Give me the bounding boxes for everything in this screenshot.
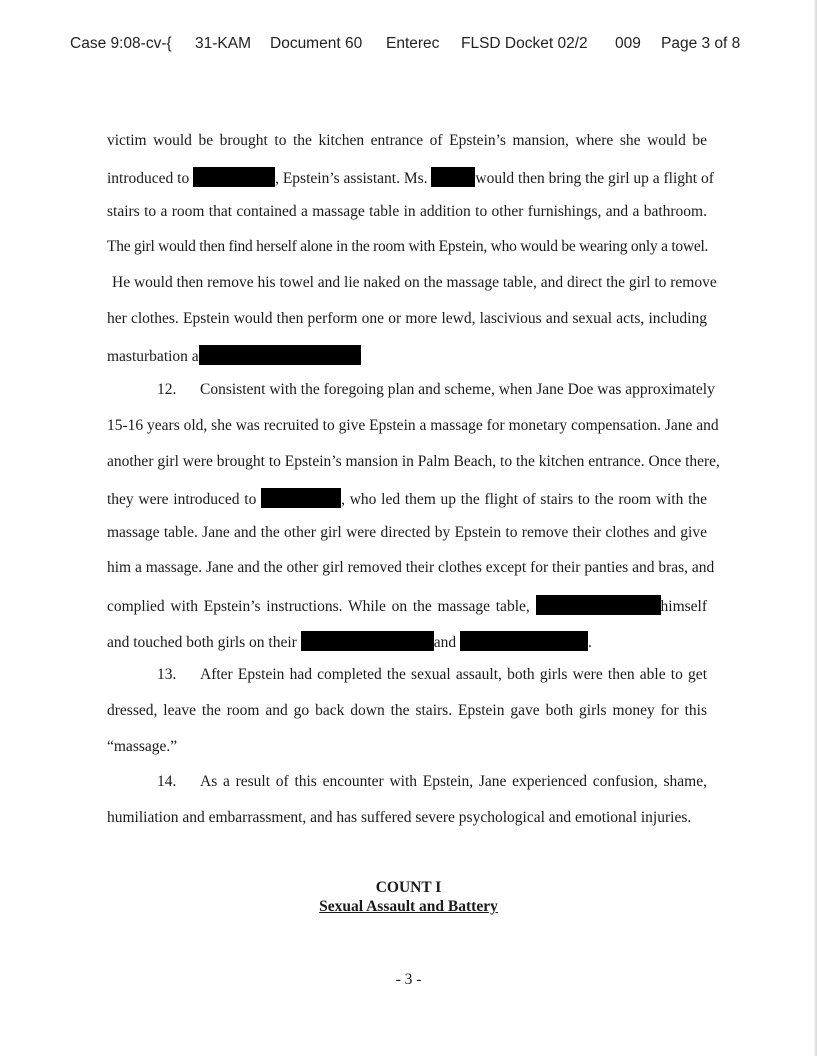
body-line: “massage.” [107, 738, 178, 755]
count-subtitle: Sexual Assault and Battery [319, 898, 498, 915]
body-line: dressed, leave the room and go back down the stairs. Epstein gave both girls money for this [107, 702, 707, 719]
redaction-bar [199, 345, 361, 365]
text-span: complied with Epstein’s instructions. While on the massage table, [107, 598, 530, 615]
case-number: Case 9:08-cv-{ [70, 35, 172, 52]
body-line [107, 595, 707, 616]
docket-date-tail: 009 [615, 35, 641, 52]
text-span: . [587, 634, 592, 651]
text-span: introduced to [107, 170, 190, 187]
text-span: After Epstein had completed the sexual assault, both girls were then able to get [200, 666, 707, 683]
page-indicator: Page 3 of 8 [661, 35, 741, 52]
text-span: , who led them up the flight of stairs to the room with the [341, 491, 708, 508]
body-line: victim would be brought to the kitchen entrance of Epstein’s mansion, where she would be [107, 132, 707, 149]
text-span: , Epstein’s assistant. Ms. [275, 170, 428, 187]
case-number-tail: 31-KAM [195, 35, 251, 52]
document-number: Document 60 [270, 35, 363, 52]
text-span: himself [660, 598, 708, 615]
page-number: - 3 - [395, 971, 422, 988]
body-line: The girl would then find herself alone in the room with Epstein, who would be wearing only a towel. [107, 238, 709, 255]
redaction-bar [460, 631, 588, 651]
body-line: 15-16 years old, she was recruited to give Epstein a massage for monetary compensation. Jane and [107, 417, 719, 434]
redaction-bar [536, 595, 661, 615]
body-line: another girl were brought to Epstein’s mansion in Palm Beach, to the kitchen entrance. Once there, [107, 453, 720, 470]
text-span: and touched both girls on their [107, 634, 297, 651]
redaction-bar [301, 631, 434, 651]
text-span: would then bring the girl up a flight of [475, 170, 714, 187]
body-line [107, 345, 707, 366]
body-line: him a massage. Jane and the other girl removed their clothes except for their panties and bras, and [107, 559, 715, 576]
body-line: massage table. Jane and the other girl were directed by Epstein to remove their clothes and give [107, 524, 707, 541]
text-span: As a result of this encounter with Epstein, Jane experienced confusion, shame, [200, 773, 707, 790]
body-line: He would then remove his towel and lie naked on the massage table, and direct the girl to remove [112, 274, 717, 291]
text-span: and [433, 634, 457, 651]
count-title: COUNT I [375, 879, 442, 896]
body-line: stairs to a room that contained a massage table in addition to other furnishings, and a bathroom. [107, 203, 707, 220]
paragraph-number: 13. [157, 666, 177, 683]
docket-date: FLSD Docket 02/2 [461, 35, 588, 52]
text-span: they were introduced to [107, 491, 257, 508]
body-line: humiliation and embarrassment, and has suffered severe psychological and emotional injuries. [107, 809, 692, 826]
body-line [107, 167, 714, 188]
entered-label: Enterec [386, 35, 440, 52]
body-line [107, 631, 707, 652]
body-line [107, 488, 707, 509]
paragraph-number: 14. [157, 773, 177, 790]
text-span: Consistent with the foregoing plan and scheme, when Jane Doe was approximately [200, 381, 715, 398]
redaction-bar [193, 167, 275, 187]
redaction-bar [431, 167, 475, 187]
text-span: masturbation a [107, 348, 199, 365]
body-line: her clothes. Epstein would then perform one or more lewd, lascivious and sexual acts, including [107, 310, 707, 327]
paragraph-number: 12. [157, 381, 177, 398]
redaction-bar [261, 488, 341, 508]
